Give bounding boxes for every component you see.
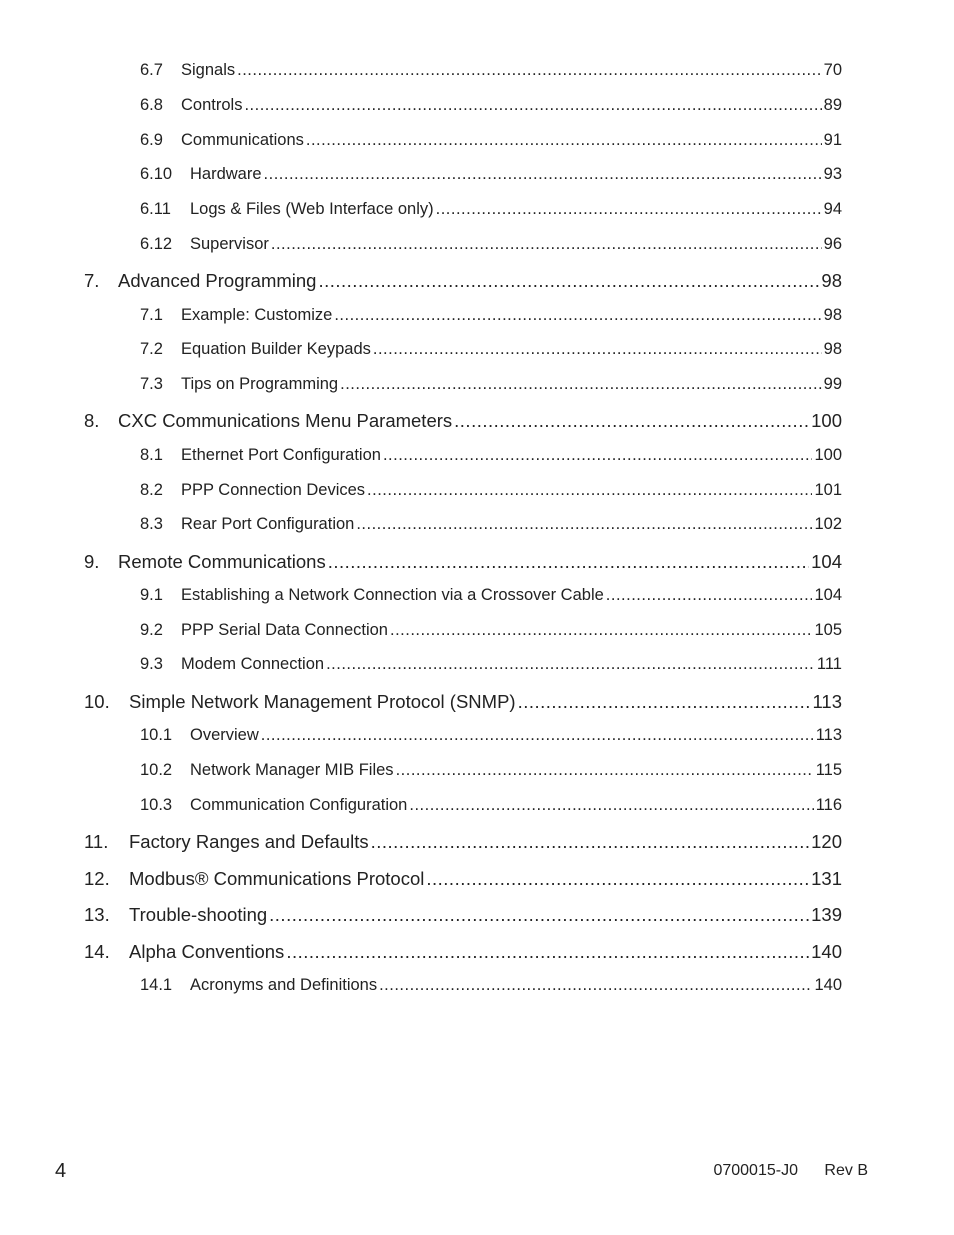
toc-entry-title: Remote Communications <box>118 551 326 572</box>
dot-leader <box>244 96 821 115</box>
toc-entry-title: Logs & Files (Web Interface only) <box>190 200 434 218</box>
toc-chapter-entry[interactable] <box>84 868 842 892</box>
toc-entry-number: 14.1 <box>140 976 173 994</box>
toc-entry-page: 100 <box>814 446 842 464</box>
toc-entry-number: 8.2 <box>140 481 163 499</box>
toc-chapter-entry[interactable] <box>84 904 842 928</box>
toc-entry-page: 116 <box>815 796 842 814</box>
revision-label: Rev B <box>824 1162 868 1179</box>
toc-entry-title: PPP Connection Devices <box>181 481 366 499</box>
dot-leader <box>340 375 822 394</box>
toc-entry-page: 104 <box>811 551 842 572</box>
toc-entry-page: 104 <box>814 586 842 604</box>
toc-entry-page: 113 <box>812 691 842 712</box>
toc-entry-number: 7.2 <box>140 340 163 358</box>
toc-entry-title: Ethernet Port Configuration <box>181 446 381 464</box>
toc-entry-number: 9. <box>84 551 100 572</box>
toc-entry[interactable] <box>140 621 842 645</box>
toc-entry-number: 12. <box>84 868 110 889</box>
dot-leader <box>306 131 822 150</box>
toc-entry-title: Equation Builder Keypads <box>181 340 371 358</box>
toc-chapter-entry[interactable] <box>84 551 842 575</box>
toc-entry[interactable] <box>140 976 842 1000</box>
toc-entry-title: Communication Configuration <box>190 796 408 814</box>
toc-entry-page: 91 <box>823 131 842 149</box>
toc-entry-title: Overview <box>190 726 259 744</box>
toc-entry-page: 140 <box>814 976 842 994</box>
document-footer <box>713 1162 868 1180</box>
dot-leader <box>264 165 822 184</box>
toc-entry-number: 6.12 <box>140 235 173 253</box>
dot-leader <box>454 410 809 432</box>
dot-leader <box>409 796 813 815</box>
toc-entry-number: 9.2 <box>140 621 163 639</box>
toc-entry-page: 131 <box>811 868 842 889</box>
toc-chapter-entry[interactable] <box>84 941 842 965</box>
toc-entry-page: 100 <box>811 410 842 431</box>
toc-entry-page: 102 <box>814 515 842 533</box>
page-number: 4 <box>55 1160 67 1182</box>
dot-leader <box>328 551 809 573</box>
toc-entry-title: Supervisor <box>190 235 269 253</box>
dot-leader <box>318 270 819 292</box>
toc-entry-number: 6.9 <box>140 131 163 149</box>
toc-entry-number: 6.8 <box>140 96 163 114</box>
toc-entry-page: 140 <box>811 941 842 962</box>
toc-entry-number: 6.7 <box>140 61 163 79</box>
toc-entry-number: 6.11 <box>140 200 171 218</box>
toc-entry[interactable] <box>140 761 842 785</box>
toc-entry-number: 13. <box>84 904 110 925</box>
toc-entry-title: Acronyms and Definitions <box>190 976 378 994</box>
dot-leader <box>334 306 821 325</box>
toc-entry-title: Advanced Programming <box>118 270 317 291</box>
toc-entry-title: Modbus® Communications Protocol <box>129 868 425 889</box>
toc-entry-title: PPP Serial Data Connection <box>181 621 388 639</box>
dot-leader <box>373 340 822 359</box>
dot-leader <box>286 941 809 963</box>
toc-entry-title: Alpha Conventions <box>129 941 285 962</box>
toc-entry-number: 6.10 <box>140 165 173 183</box>
toc-chapter-entry[interactable] <box>84 270 842 294</box>
toc-entry-number: 7.3 <box>140 375 163 393</box>
toc-entry-number: 10.2 <box>140 761 173 779</box>
toc-entry[interactable] <box>140 61 842 85</box>
dot-leader <box>396 761 814 780</box>
toc-entry-page: 94 <box>823 200 842 218</box>
toc-entry-page: 99 <box>823 375 842 393</box>
toc-entry-number: 9.3 <box>140 655 163 673</box>
document-id: 0700015-J0 <box>713 1162 798 1179</box>
toc-entry-page: 89 <box>823 96 842 114</box>
toc-entry-page: 115 <box>815 761 842 779</box>
dot-leader <box>367 481 812 500</box>
dot-leader <box>606 586 813 605</box>
toc-entry-page: 120 <box>811 831 842 852</box>
toc-entry[interactable] <box>140 375 842 399</box>
toc-chapter-entry[interactable] <box>84 410 842 434</box>
dot-leader <box>271 235 822 254</box>
toc-entry[interactable] <box>140 446 842 470</box>
dot-leader <box>383 446 813 465</box>
toc-entry-page: 70 <box>823 61 842 79</box>
toc-entry-number: 10. <box>84 691 110 712</box>
toc-entry-number: 7. <box>84 270 100 291</box>
toc-entry[interactable] <box>140 586 842 610</box>
toc-entry-title: Network Manager MIB Files <box>190 761 394 779</box>
toc-chapter-entry[interactable] <box>84 831 842 855</box>
toc-entry[interactable] <box>140 235 842 259</box>
toc-entry[interactable] <box>140 340 842 364</box>
toc-entry-page: 139 <box>811 904 842 925</box>
toc-entry-number: 7.1 <box>140 306 163 324</box>
toc-entry-number: 10.1 <box>140 726 173 744</box>
toc-entry[interactable] <box>140 200 842 224</box>
toc-entry-page: 96 <box>823 235 842 253</box>
dot-leader <box>436 200 822 219</box>
toc-entry-title: Controls <box>181 96 243 114</box>
dot-leader <box>269 904 809 926</box>
toc-entry-number: 8. <box>84 410 100 431</box>
toc-entry[interactable] <box>140 726 842 750</box>
dot-leader <box>379 976 812 995</box>
toc-entry-title: Rear Port Configuration <box>181 515 355 533</box>
toc-entry[interactable] <box>140 796 842 820</box>
dot-leader <box>326 655 815 674</box>
toc-entry[interactable] <box>140 96 842 120</box>
toc-entry-page: 101 <box>814 481 842 499</box>
toc-entry-page: 93 <box>823 165 842 183</box>
toc-entry-title: Simple Network Management Protocol (SNMP) <box>129 691 516 712</box>
toc-entry-title: Trouble-shooting <box>129 904 268 925</box>
toc-chapter-entry[interactable] <box>84 691 842 715</box>
toc-entry[interactable] <box>140 165 842 189</box>
toc-entry-page: 98 <box>823 340 842 358</box>
toc-entry[interactable] <box>140 515 842 539</box>
toc-entry-title: Modem Connection <box>181 655 325 673</box>
toc-entry-page: 111 <box>816 655 842 673</box>
toc-entry-number: 8.1 <box>140 446 163 464</box>
toc-entry-title: Signals <box>181 61 236 79</box>
toc-entry-number: 9.1 <box>140 586 163 604</box>
toc-entry-title: Factory Ranges and Defaults <box>129 831 369 852</box>
toc-entry-title: CXC Communications Menu Parameters <box>118 410 453 431</box>
toc-entry-title: Establishing a Network Connection via a Crossover Cable <box>181 586 604 604</box>
toc-entry-number: 11. <box>84 831 109 852</box>
toc-entry-number: 10.3 <box>140 796 173 814</box>
toc-entry-title: Example: Customize <box>181 306 333 324</box>
dot-leader <box>261 726 814 745</box>
toc-entry-page: 113 <box>815 726 842 744</box>
toc-entry-page: 105 <box>814 621 842 639</box>
toc-entry-title: Hardware <box>190 165 262 183</box>
dot-leader <box>237 61 822 80</box>
toc-entry-title: Tips on Programming <box>181 375 339 393</box>
toc-entry[interactable] <box>140 655 842 679</box>
toc-entry-page: 98 <box>823 306 842 324</box>
dot-leader <box>426 868 809 890</box>
dot-leader <box>390 621 812 640</box>
toc-entry-number: 8.3 <box>140 515 163 533</box>
toc-entry-number: 14. <box>84 941 110 962</box>
toc-entry[interactable] <box>140 306 842 330</box>
dot-leader <box>518 691 811 713</box>
toc-entry-title: Communications <box>181 131 304 149</box>
toc-entry-page: 98 <box>821 270 842 291</box>
toc-entry[interactable] <box>140 131 842 155</box>
toc-entry[interactable] <box>140 481 842 505</box>
dot-leader <box>356 515 812 534</box>
dot-leader <box>371 831 810 853</box>
